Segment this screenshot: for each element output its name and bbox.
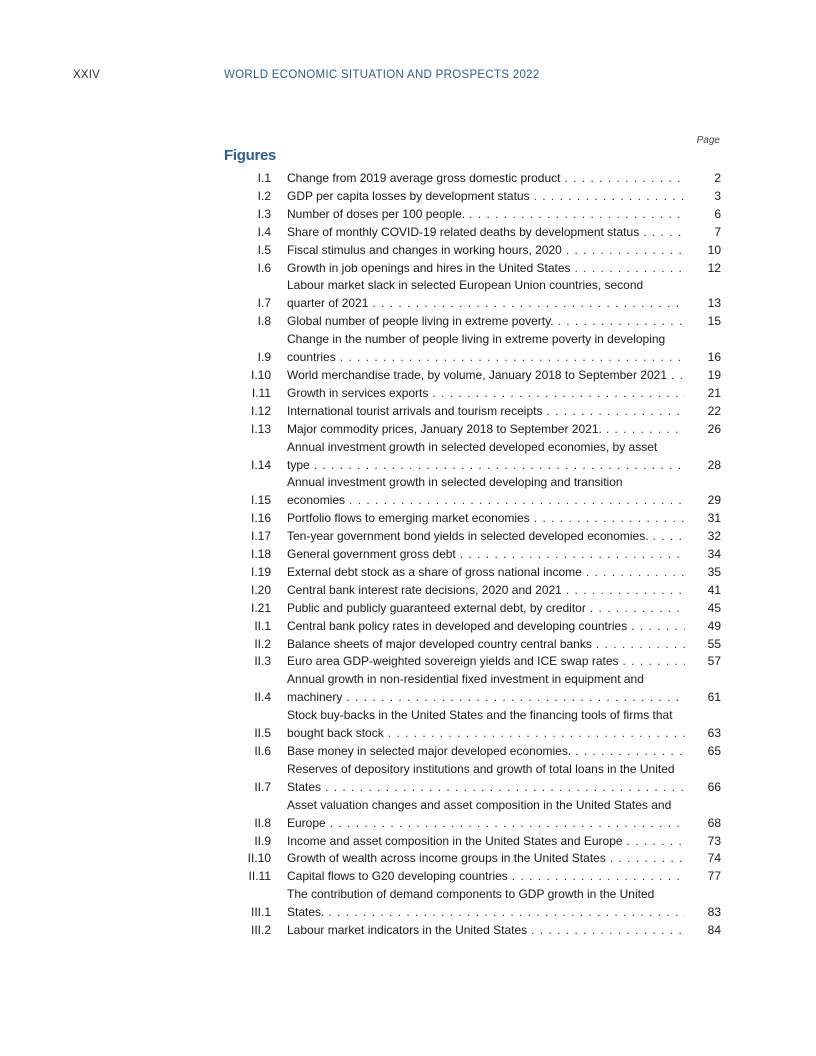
toc-entry[interactable] — [236, 439, 721, 475]
toc-entry[interactable] — [236, 618, 721, 636]
figure-title-line: Annual investment growth in selected developed economies, by asset — [287, 439, 658, 454]
toc-entry[interactable] — [236, 797, 721, 833]
toc-entry[interactable] — [236, 868, 721, 886]
figure-title-line: type — [287, 457, 310, 472]
dot-leader — [325, 779, 685, 797]
figure-number: I.21 — [250, 600, 271, 615]
figure-title-line: Reserves of depository institutions and growth of total loans in the United — [287, 761, 675, 776]
figure-title — [287, 510, 685, 528]
figure-title — [287, 385, 685, 403]
figure-title-line: economies — [287, 493, 346, 508]
dot-leader — [565, 170, 686, 188]
page-reference: 41 — [685, 582, 721, 600]
toc-entry[interactable] — [236, 546, 721, 564]
figure-title — [287, 313, 685, 331]
toc-entry[interactable] — [236, 600, 721, 618]
figure-title-line: Global number of people living in extreme poverty. — [287, 314, 554, 329]
figure-number: I.4 — [257, 224, 271, 239]
figure-title — [287, 188, 685, 206]
page-reference: 34 — [685, 546, 721, 564]
toc-entry[interactable] — [236, 833, 721, 851]
dot-leader — [469, 206, 685, 224]
figure-title — [287, 206, 685, 224]
toc-entry[interactable] — [236, 510, 721, 528]
figure-title — [287, 707, 685, 743]
figure-number: II.2 — [254, 636, 271, 651]
figure-title-line: Fiscal stimulus and changes in working hours, 2020 — [287, 242, 562, 257]
toc-entry[interactable] — [236, 743, 721, 761]
figure-title — [287, 528, 685, 546]
figure-title-line: quarter of 2021 — [287, 296, 369, 311]
figure-number: I.8 — [257, 314, 271, 329]
figure-title — [287, 367, 685, 385]
toc-entry[interactable] — [236, 582, 721, 600]
page-reference: 29 — [685, 492, 721, 510]
figure-number: I.16 — [250, 511, 271, 526]
page-reference: 35 — [685, 564, 721, 582]
dot-leader — [610, 850, 685, 868]
page-reference: 28 — [685, 457, 721, 475]
page-reference: 84 — [685, 922, 721, 940]
toc-entry[interactable] — [236, 761, 721, 797]
figure-number: I.3 — [257, 206, 271, 221]
page-reference: 61 — [685, 689, 721, 707]
dot-leader — [575, 260, 685, 278]
figure-title-line: Labour market indicators in the United States — [287, 923, 528, 938]
figure-title — [287, 170, 685, 188]
figure-title — [287, 260, 685, 278]
dot-leader — [566, 582, 685, 600]
figure-number: I.7 — [257, 296, 271, 311]
toc-entry[interactable] — [236, 367, 721, 385]
figure-title-line: Annual investment growth in selected developing and transition — [287, 475, 623, 490]
figure-title-line: Portfolio flows to emerging market economies — [287, 511, 530, 526]
figure-title — [287, 850, 685, 868]
figure-title-line: Change from 2019 average gross domestic product — [287, 171, 561, 185]
page-reference: 10 — [685, 242, 721, 260]
figure-number: I.14 — [250, 457, 271, 472]
figure-number: II.10 — [247, 851, 271, 866]
toc-entry[interactable] — [236, 850, 721, 868]
page-reference: 83 — [685, 904, 721, 922]
figure-title-line: Europe — [287, 815, 326, 830]
figure-title-line: Capital flows to G20 developing countries — [287, 869, 508, 884]
figure-title-line: Income and asset composition in the United States and Europe — [287, 833, 623, 848]
figure-title-line: Euro area GDP-weighted sovereign yields and ICE swap rates — [287, 654, 619, 669]
dot-leader — [534, 510, 685, 528]
page-reference: 21 — [685, 385, 721, 403]
dot-leader — [346, 689, 685, 707]
figure-title-line: Asset valuation changes and asset composition in the United States and — [287, 797, 672, 812]
figure-number: III.1 — [250, 905, 271, 920]
dot-leader — [627, 833, 685, 851]
figure-title-line: Growth in job openings and hires in the United States — [287, 260, 571, 275]
dot-leader — [558, 313, 685, 331]
toc-entry[interactable] — [236, 421, 721, 439]
toc-entry[interactable] — [236, 188, 721, 206]
page-reference: 19 — [685, 367, 721, 385]
page-reference: 45 — [685, 600, 721, 618]
figure-title — [287, 439, 685, 475]
dot-leader — [388, 725, 685, 743]
page-reference: 13 — [685, 295, 721, 313]
dot-leader — [314, 457, 685, 475]
figure-title-line: States. — [287, 905, 325, 920]
figure-number: II.8 — [254, 815, 271, 830]
figure-number: I.5 — [257, 242, 271, 257]
figure-title — [287, 224, 685, 242]
section-heading: Figures — [224, 147, 277, 164]
page-reference: 26 — [685, 421, 721, 439]
figure-title — [287, 833, 685, 851]
figure-title-line: Balance sheets of major developed country central banks — [287, 636, 592, 651]
figure-title — [287, 403, 685, 421]
figure-number: I.19 — [250, 564, 271, 579]
figure-title-line: States — [287, 779, 322, 794]
figure-title — [287, 868, 685, 886]
figure-title — [287, 886, 685, 922]
page-reference: 15 — [685, 313, 721, 331]
page-reference: 6 — [685, 206, 721, 224]
page-reference: 57 — [685, 653, 721, 671]
toc-entry[interactable] — [236, 707, 721, 743]
dot-leader — [460, 546, 685, 564]
figure-number: I.2 — [257, 188, 271, 203]
toc-entry[interactable] — [236, 313, 721, 331]
dot-leader — [328, 904, 685, 922]
page-reference: 66 — [685, 779, 721, 797]
page-reference: 22 — [685, 403, 721, 421]
running-head-title: WORLD ECONOMIC SITUATION AND PROSPECTS 2022 — [224, 69, 540, 81]
toc-entry[interactable] — [236, 564, 721, 582]
figure-number: II.9 — [254, 833, 271, 848]
dot-leader — [531, 922, 685, 940]
page-reference: 63 — [685, 725, 721, 743]
figure-title — [287, 277, 685, 313]
page-reference: 49 — [685, 618, 721, 636]
figure-title — [287, 922, 685, 940]
figure-number: I.18 — [250, 547, 271, 562]
dot-leader — [623, 653, 686, 671]
figure-number: II.7 — [254, 779, 271, 794]
page-reference: 16 — [685, 349, 721, 367]
figure-title — [287, 421, 685, 439]
figure-number: I.9 — [257, 350, 271, 365]
page-reference: 3 — [685, 188, 721, 206]
page-reference: 31 — [685, 510, 721, 528]
dot-leader — [566, 242, 685, 260]
figure-number: I.13 — [250, 421, 271, 436]
figure-title-line: Ten-year government bond yields in selected developed economies. — [287, 529, 649, 544]
dot-leader — [671, 367, 685, 385]
figure-number: I.15 — [250, 493, 271, 508]
page-column-label: Page — [696, 135, 720, 146]
figure-title-line: World merchandise trade, by volume, January 2018 to September 2021 — [287, 367, 667, 382]
figure-title-line: Major commodity prices, January 2018 to September 2021. — [287, 421, 602, 436]
dot-leader — [653, 528, 685, 546]
figure-title-line: Central bank interest rate decisions, 2020 and 2021 — [287, 582, 562, 597]
figure-title-line: bought back stock — [287, 726, 384, 741]
figure-title-line: External debt stock as a share of gross national income — [287, 564, 582, 579]
toc-entry[interactable] — [236, 224, 721, 242]
figure-title-line: Change in the number of people living in extreme poverty in developing — [287, 332, 666, 347]
page-reference: 7 — [685, 224, 721, 242]
page-reference: 55 — [685, 636, 721, 654]
toc-entry[interactable] — [236, 636, 721, 654]
dot-leader — [590, 600, 685, 618]
figure-number: I.10 — [250, 367, 271, 382]
dot-leader — [596, 636, 685, 654]
figure-title-line: Growth in services exports — [287, 385, 429, 400]
dot-leader — [534, 188, 685, 206]
dot-leader — [575, 743, 685, 761]
toc-entry[interactable] — [236, 206, 721, 224]
dot-leader — [512, 868, 685, 886]
figure-number: II.4 — [254, 690, 271, 705]
page-reference: 12 — [685, 260, 721, 278]
page-reference: 2 — [685, 170, 721, 188]
figure-number: I.17 — [250, 529, 271, 544]
running-head-page-number: XXIV — [73, 69, 101, 81]
figure-title — [287, 797, 685, 833]
dot-leader — [606, 421, 685, 439]
toc-entry[interactable] — [236, 528, 721, 546]
figure-title-line: Labour market slack in selected European Union countries, second — [287, 278, 644, 293]
figure-title-line: International tourist arrivals and tourism receipts — [287, 403, 543, 418]
dot-leader — [432, 385, 685, 403]
figure-number: II.11 — [248, 869, 271, 884]
page-reference: 65 — [685, 743, 721, 761]
dot-leader — [330, 815, 685, 833]
figure-number: I.20 — [250, 582, 271, 597]
figure-title — [287, 564, 685, 582]
toc-entry[interactable] — [236, 653, 721, 671]
figure-title-line: Stock buy-backs in the United States and the financing tools of firms that — [287, 708, 673, 723]
figure-title-line: GDP per capita losses by development status — [287, 188, 530, 203]
figure-title-line: General government gross debt — [287, 547, 456, 562]
figure-title-line: machinery — [287, 690, 343, 705]
figure-number: I.11 — [251, 385, 271, 400]
page-reference: 68 — [685, 815, 721, 833]
figure-title — [287, 546, 685, 564]
toc-entry[interactable] — [236, 886, 721, 922]
figure-title — [287, 618, 685, 636]
figure-title — [287, 671, 685, 707]
toc-entry[interactable] — [236, 170, 721, 188]
figure-title-line: Central bank policy rates in developed and developing countries — [287, 618, 628, 633]
figure-title-line: The contribution of demand components to GDP growth in the United — [287, 887, 655, 902]
figure-title — [287, 474, 685, 510]
figure-title-line: countries — [287, 350, 336, 365]
figure-title — [287, 653, 685, 671]
figure-title-line: Number of doses per 100 people. — [287, 206, 466, 221]
figure-title-line: Annual growth in non-residential fixed investment in equipment and — [287, 672, 644, 687]
figure-number: I.6 — [257, 260, 271, 275]
figure-number: I.1 — [257, 171, 271, 185]
figure-title-line: Share of monthly COVID-19 related deaths by development status — [287, 224, 640, 239]
figure-title-line: Public and publicly guaranteed external debt, by creditor — [287, 600, 586, 615]
dot-leader — [340, 349, 685, 367]
toc-entry[interactable] — [236, 474, 721, 510]
toc-entry[interactable] — [236, 242, 721, 260]
figure-number: II.6 — [254, 744, 271, 758]
toc-entry[interactable] — [236, 277, 721, 313]
figure-number: III.2 — [250, 923, 271, 938]
figures-list — [236, 170, 721, 940]
page-reference: 32 — [685, 528, 721, 546]
toc-entry[interactable] — [236, 922, 721, 940]
dot-leader — [372, 295, 685, 313]
figure-title-line: Growth of wealth across income groups in the United States — [287, 851, 606, 866]
dot-leader — [586, 564, 685, 582]
figure-title-line: Base money in selected major developed economies. — [287, 744, 572, 758]
figure-number: II.1 — [254, 618, 271, 633]
toc-entry[interactable] — [236, 403, 721, 421]
figure-title — [287, 331, 685, 367]
toc-entry[interactable] — [236, 671, 721, 707]
toc-entry[interactable] — [236, 331, 721, 367]
figure-title — [287, 600, 685, 618]
figure-title — [287, 582, 685, 600]
figure-title — [287, 636, 685, 654]
toc-entry[interactable] — [236, 385, 721, 403]
dot-leader — [631, 618, 685, 636]
figure-number: I.12 — [250, 403, 271, 418]
dot-leader — [349, 492, 685, 510]
page-reference: 74 — [685, 850, 721, 868]
page-reference: 77 — [685, 868, 721, 886]
dot-leader — [546, 403, 685, 421]
figure-title — [287, 242, 685, 260]
toc-entry[interactable] — [236, 260, 721, 278]
figure-title — [287, 743, 685, 761]
figure-title — [287, 761, 685, 797]
figure-number: II.5 — [254, 726, 271, 741]
page-reference: 73 — [685, 833, 721, 851]
dot-leader — [643, 224, 685, 242]
figure-number: II.3 — [254, 654, 271, 669]
